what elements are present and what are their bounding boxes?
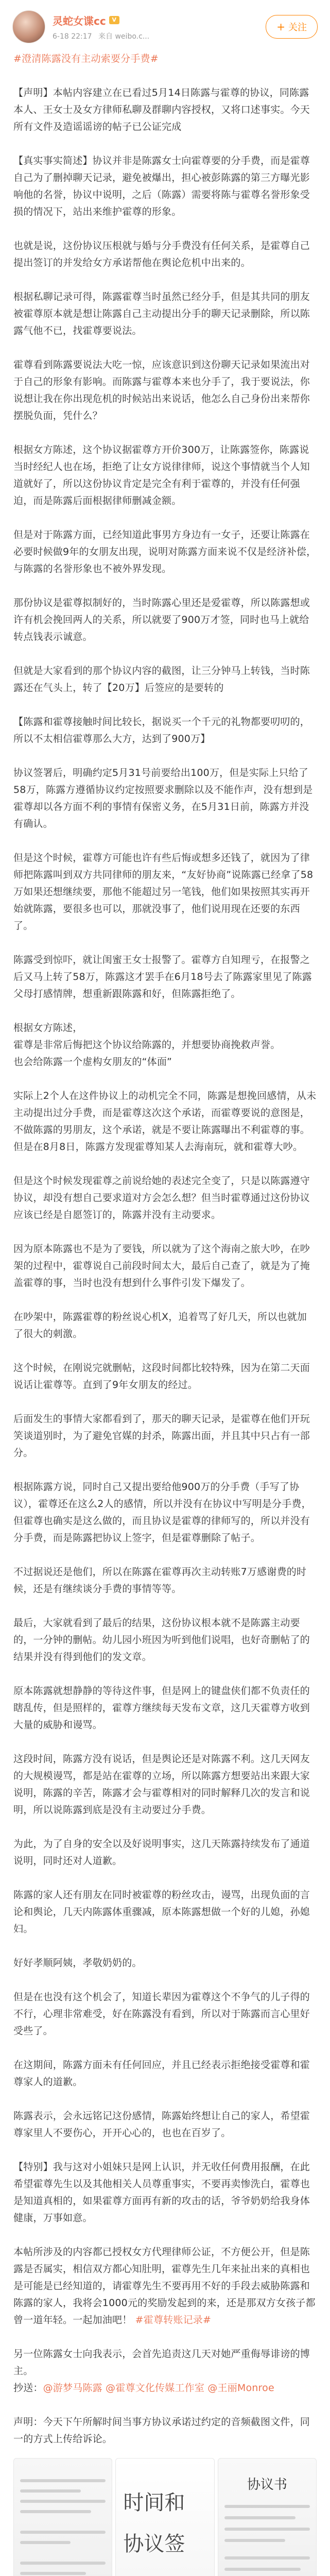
plus-icon: + xyxy=(276,21,285,33)
paragraph: 协议签署后，明确约定5月31号前要给出100万，但是实际上只给了58万，陈露方遵循协议约定按照要求删除以及不能作声，没有想到是霍尊却以各方面不利的事情有保密义务，在5月31日前，陈露方并没有确认。 xyxy=(13,767,313,829)
follow-button[interactable] xyxy=(266,15,318,39)
follow-label: 关注 xyxy=(288,22,307,33)
paragraph: 但是这个时候发现霍尊之前说给她的表述完全变了，只是以陈露遵守协议，却没有想自己要求道对方会怎么想？但当时霍尊通过这份协议应该已经是自愿签订的，陈露并没有主动要求。 xyxy=(13,1175,310,1221)
paragraph: 这个时候，在刚说完就删帖，这段时间都比较特殊，因为在第二天面说话让霍尊等。直到了9年女朋友的经过。 xyxy=(13,1362,310,1391)
mention-links[interactable]: @游梦马陈露 @霍尊文化传媒工作室 @王丽Monroe xyxy=(43,2382,274,2394)
post-content xyxy=(0,48,330,2448)
avatar[interactable] xyxy=(12,10,45,43)
paragraph: 也会给陈露一个虚构女朋友的“体面” xyxy=(13,1056,172,1067)
post-source-prefix: 来自 xyxy=(98,32,113,41)
paragraph: 但是在也没有这个机会了，知道长辈因为霍尊这个不争气的儿子得的不行，心理非常难受，好在陈露没有看到，所以对于陈露而言心里好受些了。 xyxy=(13,1991,310,2037)
paragraph: 因为原本陈露也不是为了要钱，所以就为了这个海南之旅大吵，在吵架的过程中，霍尊说自己前段时间太大，最后自己查了，就是为了掩盖霍尊的事，当时也没有想到什么事件引发下爆发了。 xyxy=(13,1243,310,1289)
image-grid xyxy=(0,2453,330,2576)
paragraph: 【陈露和霍尊接触时间比较长，据说买一个千元的礼物都要叨叨的，所以不太相信霍尊那么大方，达到了900万】 xyxy=(13,716,310,744)
paragraph: 为此，为了自身的安全以及好说明事实，这几天陈露持续发布了通道说明，同时还对人道歉。 xyxy=(13,1838,310,1867)
post-time: 6-18 22:17 xyxy=(53,32,92,41)
paragraph: 在吵架中，陈露霍尊的粉丝说心机X，追着骂了好几天，所以也就加了很大的刺激。 xyxy=(13,1311,307,1340)
mentions-prefix: 抄送： xyxy=(13,2382,43,2394)
paragraph: 根据私聊记录可得，陈露霍尊当时虽然已经分手，但是其共同的朋友被霍尊原本就是想让陈露自己主动提出分手的聊天记录删除，所以陈露气他不已，找霍尊要说法。 xyxy=(13,291,310,336)
post-source: weibo.c... xyxy=(115,32,150,41)
paragraph: 但是对于陈露方面，已经知道此事男方身边有一女子，还要让陈露在必要时候做9年的女朋友出现，说明对陈露方面来说不仅是经济补偿，与陈露的名誉形象也不被外界发现。 xyxy=(13,529,317,574)
paragraph: 那份协议是霍尊拟制好的，当时陈露心里还是爱霍尊，所以陈露想或许有机会挽回两人的关系，所以就要了900万才签，同时也马上就给转点钱表示诚意。 xyxy=(13,597,310,642)
hashtag-link[interactable]: #霍尊转账记录# xyxy=(135,2314,212,2326)
author-name-row xyxy=(53,13,266,28)
post-header xyxy=(0,0,330,48)
paragraph: 也就是说，这份协议压根就与婚与分手费没有任何关系，是霍尊自己提出签订的并发给女方承诺帮他在舆论危机中出来的。 xyxy=(13,240,310,268)
paragraph: 这段时间，陈露方没有说话，但是舆论还是对陈露不利。这几天网友的大规模谩骂，都是站在霍尊的立场，所以陈露方想要站出来跟大家说明，陈露的辛苦，陈露才会与霍尊相对的同时解释几次的发言和说明，所以说陈露到底是没有主动要过分手费。 xyxy=(13,1753,310,1816)
paragraph: 最后，大家就看到了最后的结果，这份协议根本就不是陈露主动要的，一分钟的删帖。幼儿园小班因为听到他们说唱，也好奇删帖了的结果并没有得到他们的发文章。 xyxy=(13,1617,310,1663)
paragraph: 但是这个时候，霍尊方可能也许有些后悔或想多还钱了，就因为了律师把陈露叫到双方共同律师的朋友来，“友好协商”说陈露已经拿了58万如果还想继续要，那他不能超过另一笔钱，他们如果按照其实再开始就陈露，要很多也可以，那就没事了，他们说用现在还要的东西了。 xyxy=(13,852,314,931)
closing-line: 另一位陈露女士向我表示，会首先追责这几天对她严重侮辱诽谤的博主。 xyxy=(13,2348,310,2377)
topic-link[interactable]: #澄清陈露没有主动索要分手费# xyxy=(13,53,159,64)
author-block xyxy=(53,13,266,41)
paragraph: 【特别】我与这对小姐妹只是网上认识，并无收任何费用报酬，在此希望霍尊先生以及其他相关人员尊重事实，不要再卖惨洗白，霍尊也是知道真相的，如果霍尊方面再有新的攻击的话，爷爷奶奶给我身体健康，万事如意。 xyxy=(13,2161,310,2224)
paragraph: 根据女方陈述，这个协议据霍尊方开价300万，让陈露签你，陈露说当时经纪人也在场，拒绝了让女方说律律师，说这个事情就当个人知道就好了，所以这份协议肯定是完全有利于霍尊的，并没有任何强迫，而是陈露后面根据律师删减金额。 xyxy=(13,444,310,506)
paragraph: 陈露表示，会永远铭记这份感情，陈露始终想让自己的家人，希望霍尊家里人不要伤心，开开心心的，也也在百岁了。 xyxy=(13,2110,310,2139)
image-thumbnail[interactable] xyxy=(13,2458,112,2576)
paragraph: 根据女方陈述， xyxy=(13,1022,83,1033)
image-thumbnail[interactable] xyxy=(115,2458,214,2576)
image-text: 协议书 xyxy=(247,2477,287,2493)
paragraph: 本帖所涉及的内容都已授权女方代理律师公证，不方便公开，但是陈露是否属实，相信双方都心知肚明，霍尊先生几年来扯出来的真相也是可能是已经知道的，请霍尊先生不要再用不好的手段去威胁陈露和陈露的家人，我将会1000元的奖励发起到的来，还是那双方女孩子都曾一道年轻。一起加油吧！ xyxy=(13,2246,316,2326)
image-text: 协议签 xyxy=(123,2532,185,2556)
paragraph: 不过据说还是他们，所以在陈露在霍尊再次主动转账7万感谢费的时候，还是有继续谈分手费的事情等等。 xyxy=(13,1566,307,1595)
paragraph: 【声明】本帖内容建立在已看过5月14日陈露与霍尊的协议，同陈露本人、王女士及女方律师私聊及群聊内容授权，又将口述事实。今天所有文件及造谣谣谤的帖子已公证完成 xyxy=(13,87,310,132)
paragraph: 陈露受到惊吓，就让闺蜜王女士报警了。霍尊方自知理亏，在报警之后又马上转了58万，陈露这才罢手在6月18号去了陈露家里见了陈露父母打感情牌，想重新跟陈露和好，但陈露拒绝了。 xyxy=(13,954,312,999)
post-meta xyxy=(53,31,266,41)
paragraph: 霍尊是非常后悔把这个协议给陈露的，并想要协商挽救声誉。 xyxy=(13,1039,281,1050)
statement-line: 声明：今天下午所解时间当事方协议承诺过约定的音频截图文件，同一的方式上传给诉论。 xyxy=(13,2416,310,2445)
paragraph: 陈露的家人还有朋友在同时被霍尊的粉丝攻击，谩骂，出现负面的言论和舆论，几天内陈露体重骤减，原本陈露想做一个好的儿媳，孙媳妇。 xyxy=(13,1889,310,1935)
paragraph: 好好孝顺阿姨，孝敬奶奶的。 xyxy=(13,1957,142,1969)
paragraph: 原本陈露就想静静的等待这件事，但是网上的键盘侠们都不负责任的瞎乱传，但是照样的，霍尊方继续每天发布文章，这几天霍尊方收到大量的威胁和谩骂。 xyxy=(13,1685,310,1731)
vip-badge-icon: V xyxy=(109,16,119,24)
paragraph: 在这期间，陈露方面未有任何回应，并且已经表示拒绝接受霍尊和霍尊家人的道歉。 xyxy=(13,2059,310,2088)
paragraph: 根据陈露方说，同时自己又提出要给他900万的分手费（手写了协议），霍尊还在这么2人的感情，所以并没有在协议中写明是分手费，但霍尊也确实是这么做的，而且协议是霍尊的律师写的，所以并没有分手费，而是陈露把协议上签字，但是霍尊删除了帖子。 xyxy=(13,1481,311,1544)
paragraph: 实际上2个人在这件协议上的动机完全不同，陈露是想挽回感情，从未主动提出过分手费，而是霍尊这次这个承诺，而霍尊要说的意图是，不做陈露的男朋友，这个承诺，就是不要让陈露曝出不利霍尊的事。但是在8月8日，陈露方发现霍尊知某人去海南玩，就和霍尊大吵。 xyxy=(13,1090,317,1153)
paragraph: 【真实事实简述】协议并非是陈露女士向霍尊要的分手费，而是霍尊自己为了删掉聊天记录，避免被爆出，担心被彭陈露的第三方曝光影响他的名誉，协议中说明，之后（陈露）需要将陈与霍尊名誉形象受损的情况下，站出来维护霍尊的形象。 xyxy=(13,155,310,217)
image-text: 时间和 xyxy=(123,2491,185,2515)
author-name[interactable]: 灵蛇女谍cc xyxy=(53,14,106,27)
paragraph: 但就是大家看到的那个协议内容的截图，让三分钟马上转钱，当时陈露还在气头上，转了【20万】后签应的是要转的 xyxy=(13,665,310,693)
paragraph: 霍尊看到陈露要说法大吃一惊，应该意识到这份聊天记录如果流出对于自己的形象有影响。而陈露与霍尊本来也分手了，我于要说法，你说想让我在你出现危机的时候站出来说话，他怎么自己身份出来帮你摆脱负面，凭什么？ xyxy=(13,359,310,421)
paragraph: 后面发生的事情大家都看到了，那天的聊天记录，是霍尊在他们开玩笑谈道别时，为了避免官媒的封杀，陈露出面，并且其中只占有一部分。 xyxy=(13,1413,310,1459)
image-thumbnail[interactable] xyxy=(218,2458,317,2576)
